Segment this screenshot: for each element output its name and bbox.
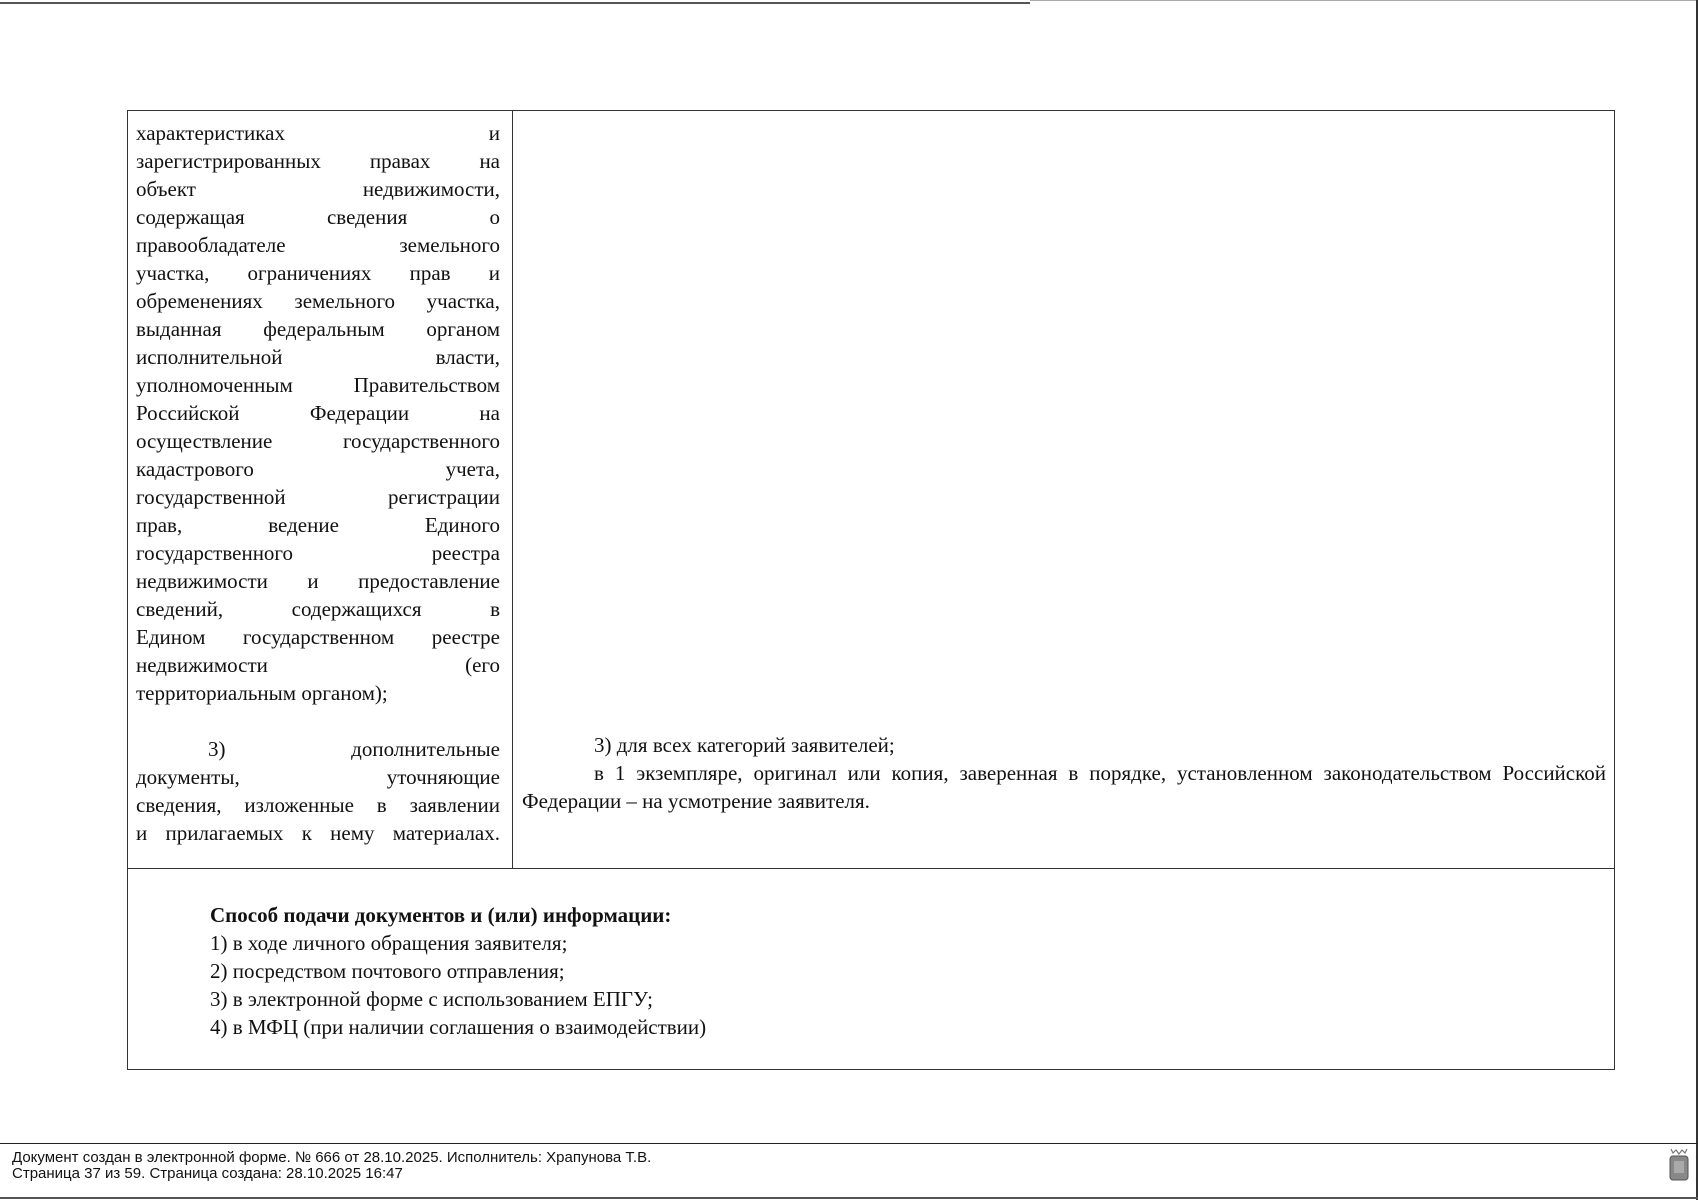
- footer-document-info: Документ создан в электронной форме. № 666 от 28.10.2025. Исполнитель: Храпунова Т.В.: [12, 1149, 652, 1166]
- coat-of-arms-icon: [1668, 1148, 1690, 1182]
- left-cell-line: сведений, содержащихся в: [136, 597, 500, 621]
- left-cell-line: недвижимости (его: [136, 653, 500, 677]
- submission-method-item: 4) в МФЦ (при наличии соглашения о взаимодействии): [210, 1015, 707, 1039]
- left-cell-line: Едином государственном реестре: [136, 625, 500, 649]
- scan-edge-top-faint: [1030, 0, 1698, 1]
- scan-edge-top: [0, 2, 1030, 4]
- submission-methods-heading: Способ подачи документов и (или) информации:: [210, 903, 672, 927]
- right-cell: [522, 731, 1606, 815]
- column-divider: [512, 111, 513, 868]
- left-cell-line: объект недвижимости,: [136, 177, 500, 201]
- scan-edge-bottom: [0, 1197, 1698, 1199]
- applicant-category-line: 3) для всех категорий заявителей;: [594, 733, 895, 757]
- footer-page-info: Страница 37 из 59. Страница создана: 28.10.2025 16:47: [12, 1165, 403, 1182]
- submission-method-item: 3) в электронной форме с использованием ЕПГУ;: [210, 987, 653, 1011]
- row-divider: [128, 868, 1614, 869]
- left-cell-line: прав, ведение Единого: [136, 513, 500, 537]
- left-cell-line: правообладателе земельного: [136, 233, 500, 257]
- submission-methods: [210, 901, 1510, 1041]
- footer-divider: [0, 1143, 1698, 1144]
- left-cell-line: выданная федеральным органом: [136, 317, 500, 341]
- left-cell-line: недвижимости и предоставление: [136, 569, 500, 593]
- copy-requirements-line: в 1 экземпляре, оригинал или копия, заверенная в порядке, установленном законодательством Российской Федерации – на усмотрение заявителя.: [522, 761, 1606, 813]
- left-cell-line: кадастрового учета,: [136, 457, 500, 481]
- left-cell-line: осуществление государственного: [136, 429, 500, 453]
- document-table: [127, 110, 1615, 1070]
- left-cell: [136, 119, 500, 847]
- left-cell-line: уполномоченным Правительством: [136, 373, 500, 397]
- left-cell-line: Российской Федерации на: [136, 401, 500, 425]
- item3-line: и прилагаемых к нему материалах.: [136, 821, 500, 845]
- left-cell-line: обременениях земельного участка,: [136, 289, 500, 313]
- item3-line: 3) дополнительные: [208, 737, 500, 761]
- left-cell-line: государственного реестра: [136, 541, 500, 565]
- item3-line: документы, уточняющие: [136, 765, 500, 789]
- submission-method-item: 1) в ходе личного обращения заявителя;: [210, 931, 568, 955]
- submission-method-item: 2) посредством почтового отправления;: [210, 959, 565, 983]
- left-cell-line: исполнительной власти,: [136, 345, 500, 369]
- left-cell-line: содержащая сведения о: [136, 205, 500, 229]
- left-cell-line: характеристиках и: [136, 121, 500, 145]
- left-cell-line: территориальным органом);: [136, 681, 388, 705]
- left-cell-line: государственной регистрации: [136, 485, 500, 509]
- item3-line: сведения, изложенные в заявлении: [136, 793, 500, 817]
- left-cell-line: участка, ограничениях прав и: [136, 261, 500, 285]
- left-cell-line: зарегистрированных правах на: [136, 149, 500, 173]
- document-footer: [12, 1150, 651, 1182]
